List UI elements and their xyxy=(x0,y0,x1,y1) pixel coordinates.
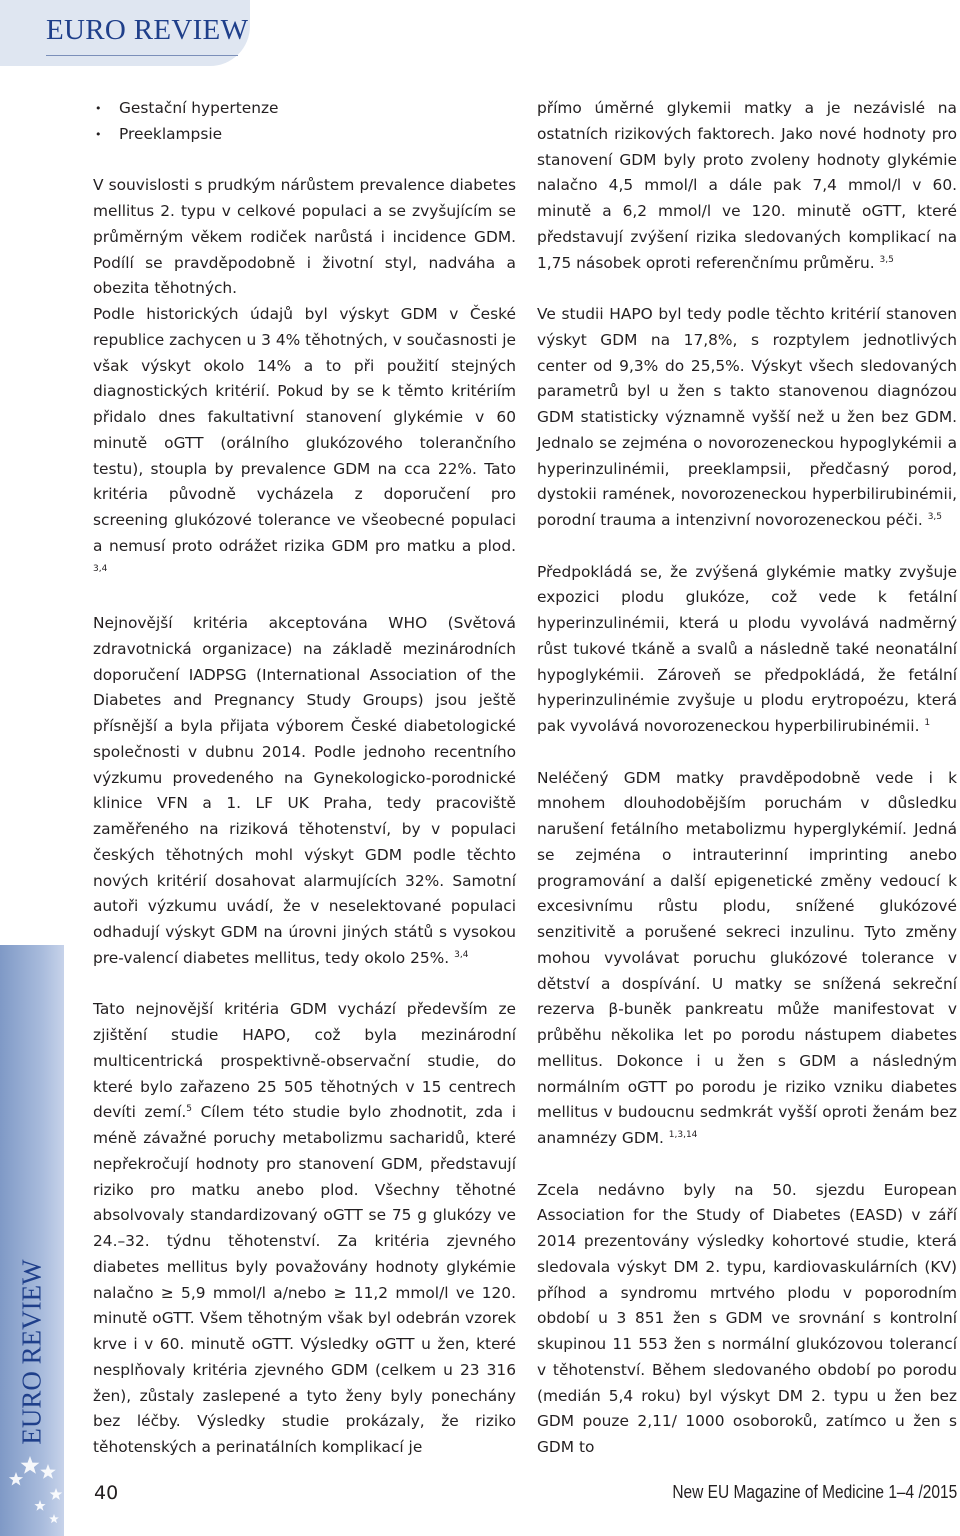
journal-title: EURO REVIEW xyxy=(46,14,249,46)
citation: 3,4 xyxy=(454,949,469,960)
star-icon xyxy=(40,1464,56,1479)
right-column xyxy=(537,96,957,1487)
star-icon xyxy=(21,1456,40,1474)
citation: 3,5 xyxy=(927,512,943,522)
paragraph: Ve studii HAPO byl tedy podle těchto kritérií stanoven výskyt GDM na 17,8%, s rozptylem jednotlivých center od 9,3% do 25,5%. Výskyt všech sledovaných parametrů byl u žen s takto stanovenou diagnózou GDM statisticky významně vyšší než u žen bez GDM. Jednalo se zejména o novorozeneckou hypoglykémii a hyperinzulinémii, preeklampsii, předčasný porod, dystokii ramének, novorozeneckou hyperbilirubinémii, porodní trauma a intenzivní novorozeneckou péči. $^{3,5}$ xyxy=(537,305,957,529)
eu-stars-icon xyxy=(4,1450,64,1536)
risk-list xyxy=(93,96,516,148)
citation: 1,3,14 xyxy=(668,1130,698,1140)
sidebar-journal-label: EURO REVIEW xyxy=(16,1259,47,1445)
paragraph: Podle historických údajů byl výskyt GDM v České republice zachycen u 3 4% těhotných, v současnosti je však výskyt okolo 14% a to při použití stejných diagnostických kritérií. Pokud by se k těmto kritériím přidalo dnes fakultativní stanovení glykémie v 60 minutě oGTT (orálního glukózového tolerančního testu), stoupla by prevalence GDM na cca 22%. Tato kritéria původně vycházela z doporučení pro screening glukózové tolerance ve všeobecné populaci a nemusí proto odrážet rizika GDM pro matku a plod. $^{3,4}$ xyxy=(93,305,516,574)
citation: 5 xyxy=(186,1104,193,1115)
list-item: • Preeklampsie xyxy=(93,122,516,148)
star-icon xyxy=(34,1500,45,1511)
citation: 1 xyxy=(924,718,931,728)
paragraph: V souvislosti s prudkým nárůstem prevalence diabetes mellitus 2. typu v celkové populaci a se zvyšujícím se průměrným věkem rodiček narůstá i incidence GDM. Podílí se pravděpodobně i životní styl, nadváha a obezita těhotných. xyxy=(93,176,516,298)
sidebar-band xyxy=(0,945,64,1536)
paragraph: přímo úměrné glykemii matky a je nezávislé na ostatních rizikových faktorech. Jako nové hodnoty pro stanovení GDM byly proto zvoleny hodnoty glykémie nalačno 4,5 mmol/l a dále pak 7,4 mmol/l v 60. minutě a 6,2 mmol/l ve 120. minutě oGTT, které představují zvýšení rizika sledovaných komplikací na 1,75 násobek oproti referenčnímu průměru. $^{3,5}$ xyxy=(537,99,957,272)
paragraph: Neléčený GDM matky pravděpodobně vede i k mnohem dlouhodobějším poruchám v důsledku narušení fetálního metabolizmu hyperglykémií. Jedná se zejména o intrauterinní imprinting anebo programování a další epigenetické změny vedoucí k excesivnímu růstu plodu, snížené glukózové senzitivitě a porušené sekreci inzulinu. Tyto změny mohou vyvolávat poruchu glukózové tolerance v dětství a dospívání. U matky se snížená sekreční rezerva β-buněk pankreatu může manifestovat v průběhu několika let po porodu nástupem diabetes mellitus. Dokonce i u žen s GDM a následným normálním oGTT po porodu je riziko vzniku diabetes mellitus v budoucnu sedmkrát vyšší oproti ženám bez anamnézy GDM. $^{1,3,14}$ xyxy=(537,768,957,1147)
paragraph: Zcela nedávno byly na 50. sjezdu European Association for the Study of Diabetes (EASD) v září 2014 prezentovány výsledky kohortové studie, která sledovala výskyt DM 2. typu, kardiovaskulárních (KV) příhod a syndromu mrtvého plodu v poporodním období u 3 851 žen s GDM ve srovnání s kontrolní skupinou 11 553 žen s normální glukózovou tolerancí v těhotenství. Během sledovaného období po porodu (medián 5,4 roku) byl výskyt DM 2. typu u žen bez GDM pouze 2,11/ 1000 osoboroků, zatímco u žen s GDM to xyxy=(537,1180,957,1456)
paragraph: Tato nejnovější kritéria GDM vychází především ze zjištění studie HAPO, což byla mezinárodní multicentrická prospektivně-observační studie, do které bylo zařazeno 25 505 těhotných v 15 centrech devíti zemí.$^5$ Cílem této studie bylo zhodnotit, zda i méně závažné poruchy metabolizmu sacharidů, které nepřekročují hodnoty pro stanovení GDM, představují riziko pro matku anebo plod. Všechny těhotné absolvovaly standardizovaný oGTT se 75 g glukózy ve 24.–32. týdnu těhotenství. Za kritéria zjevného diabetes mellitus byly považovány hodnoty glykémie nalačno ≥ 5,9 mmol/l a/nebo ≥ 11,2 mmol/l ve 120. minutě oGTT. Všem těhotným však byl odebrán vzorek krve i v 60. minutě oGTT. Výsledky oGTT u žen, které nesplňovaly kritéria zjevného GDM (celkem u 23 316 žen), zůstaly zaslepené a tyto ženy byly ponechány bez léčby. Výsledky studie prokázaly, že riziko těhotenských a perinatálních komplikací je xyxy=(93,1000,516,1456)
header-divider xyxy=(46,55,238,56)
star-icon xyxy=(50,1488,63,1500)
magazine-title: New EU Magazine of Medicine 1–4 /2015 xyxy=(672,1482,957,1502)
left-column xyxy=(93,96,516,1487)
page-number: 40 xyxy=(94,1482,119,1504)
paragraph: Nejnovější kritéria akceptována WHO (Světová zdravotnická organizace) na základě mezinárodních doporučení IADPSG (International Association of the Diabetes and Pregnancy Study Groups) jsou ještě přísnější a byla přijata výborem České diabetologické společnosti v dubnu 2014. Podle jednoho recentního výzkumu provedeného na Gynekologicko-porodnické klinice VFN a 1. LF UK Praha, tedy pracoviště zaměřeného na riziková těhotenství, by v populaci českých těhotných mohl výskyt GDM podle těchto nových kritérií dosahovat alarmujících 32%. Samotní autoři výzkumu uvádí, že v neselektované populaci odhadují výskyt GDM na úrovni jiných států s vysokou pre-valencí diabetes mellitus, tedy okolo 25%. $^{3,4}$ xyxy=(93,614,516,967)
citation: 3,5 xyxy=(879,254,894,265)
list-item: • Gestační hypertenze xyxy=(93,96,516,122)
citation: 3,4 xyxy=(93,563,108,574)
paragraph: Předpokládá se, že zvýšená glykémie matky zvyšuje expozici plodu glukóze, což vede k fetální hyperinzulinémii, která u plodu vyvolává nadměrný růst tukové tkáně a svalů a následně také neonatální hypoglykémii. Zároveň se předpokládá, že fetální hyperinzulinémie zvyšuje u plodu erytropoézu, která pak vyvolává novorozeneckou hyperbilirubinémii. $^1$ xyxy=(537,562,957,735)
star-icon xyxy=(9,1472,23,1486)
star-icon xyxy=(49,1514,59,1523)
